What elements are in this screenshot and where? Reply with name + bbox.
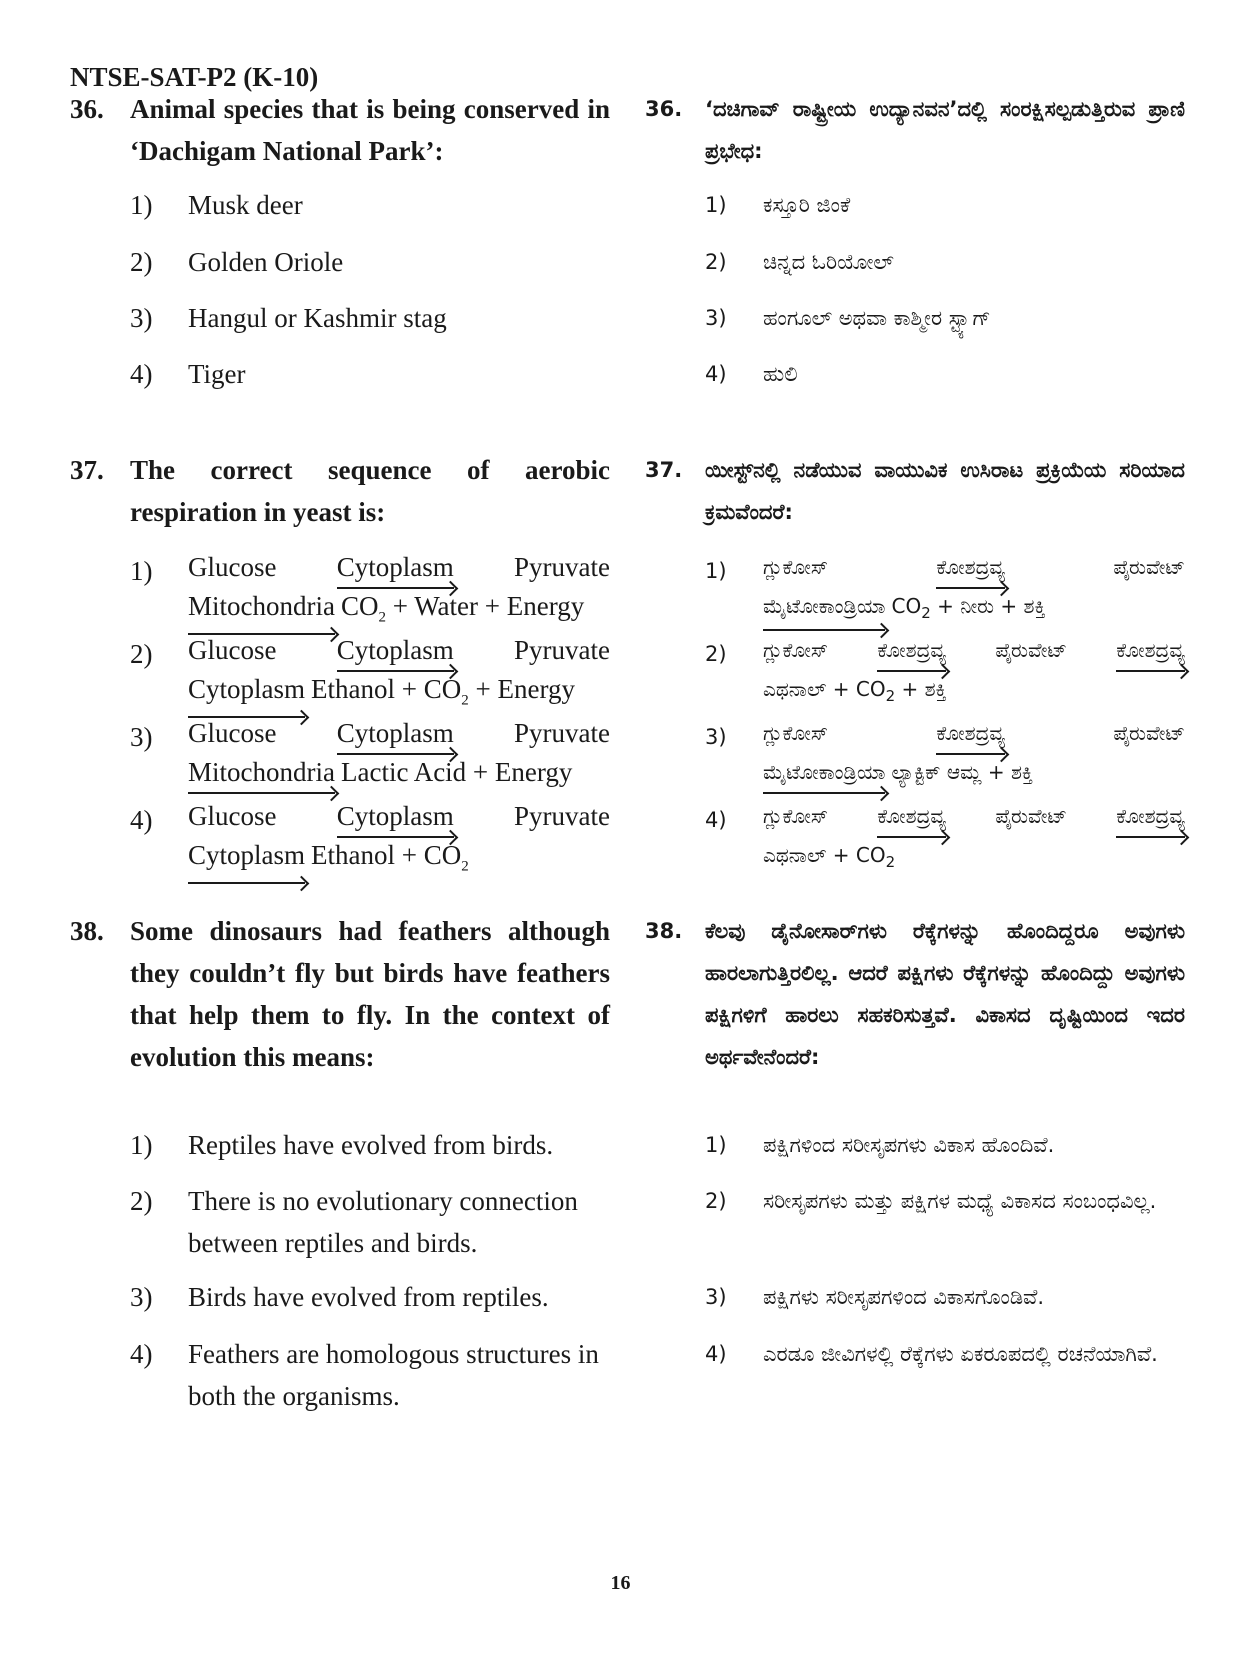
- option-item[interactable]: [130, 184, 610, 226]
- option-number: 3): [705, 725, 727, 749]
- reaction-arrow: ಕೋಶದ್ರವ್ಯ: [936, 716, 1005, 755]
- option-text: Birds have evolved from reptiles.: [188, 1282, 549, 1312]
- option-item[interactable]: [705, 1276, 1185, 1318]
- option-number: 1): [705, 1133, 727, 1157]
- option-number: 1): [705, 193, 727, 217]
- question-text: ಕೆಲವು ಡೈನೋಸಾರ್‌ಗಳು ರೆಕ್ಕೆಗಳನ್ನು ಹೊಂದಿದ್ದರೂ ಅವುಗಳು ಹಾರಲಾಗುತ್ತಿರಲಿಲ್ಲ. ಆದರೆ ಪಕ್ಷಿಗಳು ರೆಕ್ಕೆಗಳನ್ನು ಹೊಂದಿದ್ದು ಅವುಗಳು ಪಕ್ಷಿಗಳಿಗೆ ಹಾರಲು ಸಹಕರಿಸುತ್ತವೆ. ವಿಕಾಸದ ದೃಷ್ಟಿಯಿಂದ ಇದರ ಅರ್ಥವೇನೆಂದರೆ:: [705, 919, 1185, 1069]
- option-text: ಕಸ್ತೂರಿ ಜಿಂಕೆ: [763, 193, 851, 217]
- option-number: 3): [130, 722, 153, 752]
- option-number: 1): [130, 190, 153, 220]
- option-number: 4): [130, 805, 153, 835]
- product-rest: + Energy: [475, 674, 575, 704]
- option-text: ಎರಡೂ ಜೀವಿಗಳಲ್ಲಿ ರೆಕ್ಕೆಗಳು ಏಕರೂಪದಲ್ಲಿ ರಚನೆಯಾಗಿವೆ.: [763, 1342, 1158, 1366]
- option-number: 3): [130, 1282, 153, 1312]
- question-text: ಯೀಸ್ಟ್‌ನಲ್ಲಿ ನಡೆಯುವ ವಾಯುವಿಕ ಉಸಿರಾಟ ಪ್ರಕ್ರಿಯೆಯ ಸರಿಯಾದ ಕ್ರಮವೆಂದರೆ:: [705, 458, 1185, 524]
- option-number: 4): [705, 808, 727, 832]
- question-38: [70, 910, 610, 1078]
- reaction-equation: Glucose Cytoplasm Pyruvate Cytoplasm Ethanol + $CO_2$: [188, 799, 610, 884]
- option-number: 4): [130, 1339, 153, 1369]
- question-text: ‘ದಚಿಗಾವ್ ರಾಷ್ಟ್ರೀಯ ಉದ್ಯಾನವನ’ದಲ್ಲಿ ಸಂರಕ್ಷಿಸಲ್ಪಡುತ್ತಿರುವ ಪ್ರಾಣಿ ಪ್ರಭೇಧ:: [705, 97, 1185, 163]
- option-item[interactable]: [705, 184, 1185, 226]
- option-item[interactable]: [705, 353, 1185, 395]
- reaction-arrow: ಕೋಶದ್ರವ್ಯ: [877, 633, 946, 672]
- product: ಎಥನಾಲ್ + CO: [763, 677, 886, 701]
- product: ಲ್ಯಾಕ್ಟಿಕ್ ಆಮ್ಲ + ಶಕ್ತಿ: [891, 760, 1033, 784]
- option-number: 1): [130, 556, 153, 586]
- reaction-arrow: Cytoplasm: [337, 716, 454, 755]
- option-item[interactable]: [130, 1180, 610, 1264]
- reaction-arrow: Cytoplasm: [188, 838, 305, 884]
- question-37: [70, 449, 610, 533]
- intermediate: ಪೈರುವೇಟ್: [1113, 721, 1185, 745]
- option-item[interactable]: [130, 1276, 610, 1318]
- product: Ethanol + CO: [311, 674, 462, 704]
- option-text: There is no evolutionary connection between reptiles and birds.: [188, 1186, 578, 1258]
- option-number: 2): [130, 1186, 153, 1216]
- option-number: 3): [130, 303, 153, 333]
- option-number: 2): [705, 250, 727, 274]
- reaction-arrow: Cytoplasm: [337, 550, 454, 589]
- question-36: [70, 88, 610, 172]
- option-text: Reptiles have evolved from birds.: [188, 1130, 554, 1160]
- reactant: Glucose: [188, 718, 277, 748]
- intermediate: ಪೈರುವೇಟ್: [995, 638, 1067, 662]
- option-item[interactable]: [705, 1180, 1185, 1222]
- reaction-arrow: Cytoplasm: [188, 672, 305, 718]
- product-rest: + ಶಕ್ತಿ: [901, 677, 947, 701]
- option-item[interactable]: [130, 241, 610, 283]
- reaction-arrow: ಕೋಶದ್ರವ್ಯ: [1116, 633, 1185, 672]
- option-item[interactable]: [130, 799, 610, 884]
- option-item[interactable]: [705, 241, 1185, 283]
- intermediate: Pyruvate: [514, 635, 610, 665]
- paper-code-header: NTSE-SAT-P2 (K-10): [70, 62, 319, 92]
- question-number: 36.: [70, 94, 104, 124]
- product-rest: + ನೀರು + ಶಕ್ತಿ: [937, 594, 1046, 618]
- reaction-arrow: ಮೈಟೋಕಾಂಡ್ರಿಯಾ: [763, 589, 885, 631]
- intermediate: Pyruvate: [514, 801, 610, 831]
- question-36: [645, 88, 1185, 172]
- reactant: ಗ್ಲುಕೋಸ್: [763, 804, 828, 828]
- reactant: ಗ್ಲುಕೋಸ್: [763, 638, 828, 662]
- option-text: Hangul or Kashmir stag: [188, 303, 447, 333]
- reactant: Glucose: [188, 635, 277, 665]
- option-item[interactable]: [130, 353, 610, 395]
- reaction-arrow: Cytoplasm: [337, 633, 454, 672]
- option-item[interactable]: [705, 550, 1185, 631]
- option-item[interactable]: [130, 550, 610, 635]
- option-number: 4): [130, 359, 153, 389]
- reaction-arrow: ಕೋಶದ್ರವ್ಯ: [936, 550, 1005, 589]
- intermediate: ಪೈರುವೇಟ್: [995, 804, 1067, 828]
- intermediate: ಪೈರುವೇಟ್: [1113, 555, 1185, 579]
- reactant: Glucose: [188, 801, 277, 831]
- option-item[interactable]: [130, 297, 610, 339]
- option-number: 2): [705, 642, 727, 666]
- reaction-equation: Glucose Cytoplasm Pyruvate Cytoplasm Ethanol + $CO_2$ + Energy: [188, 633, 610, 718]
- option-number: 3): [705, 306, 727, 330]
- option-item[interactable]: [705, 716, 1185, 794]
- option-number: 2): [130, 247, 153, 277]
- option-number: 2): [130, 639, 153, 669]
- product: Lactic Acid + Energy: [340, 757, 573, 787]
- option-number: 1): [130, 1130, 153, 1160]
- question-number: 37.: [70, 455, 104, 485]
- option-item[interactable]: [705, 633, 1185, 714]
- option-text: Musk deer: [188, 190, 303, 220]
- reaction-arrow: Mitochondria: [188, 589, 335, 635]
- option-item[interactable]: [705, 1124, 1185, 1166]
- reaction-arrow: Mitochondria: [188, 755, 335, 794]
- option-item[interactable]: [705, 799, 1185, 880]
- reactant: ಗ್ಲುಕೋಸ್: [763, 555, 828, 579]
- option-item[interactable]: [705, 1333, 1185, 1375]
- question-text: Animal species that is being conserved in ‘Dachigam National Park’:: [130, 94, 610, 166]
- question-number: 38.: [645, 919, 683, 943]
- option-text: ಸರೀಸೃಪಗಳು ಮತ್ತು ಪಕ್ಷಿಗಳ ಮಧ್ಯೆ ವಿಕಾಸದ ಸಂಬಂಧವಿಲ್ಲ.: [763, 1189, 1157, 1213]
- product: ಎಥನಾಲ್ + CO: [763, 843, 886, 867]
- question-number: 38.: [70, 916, 104, 946]
- question-text: Some dinosaurs had feathers although they couldn’t fly but birds have feathers that help them to fly. In the context of evolution this means:: [130, 916, 610, 1072]
- reaction-equation: [763, 716, 1185, 794]
- reaction-arrow: Cytoplasm: [337, 799, 454, 838]
- option-text: Feathers are homologous structures in both the organisms.: [188, 1339, 599, 1411]
- reaction-equation: ಗ್ಲುಕೋಸ್ ಕೋಶದ್ರವ್ಯ ಪೈರುವೇಟ್ ಮೈಟೋಕಾಂಡ್ರಿಯಾ $CO_2$ + ನೀರು + ಶಕ್ತಿ: [763, 550, 1185, 631]
- option-text: ಹುಲಿ: [763, 362, 798, 386]
- option-text: Tiger: [188, 359, 246, 389]
- question-38: [645, 910, 1185, 1078]
- option-item[interactable]: [130, 1333, 610, 1417]
- question-number: 36.: [645, 97, 683, 121]
- option-number: 4): [705, 1342, 727, 1366]
- option-text: ಹಂಗೂಲ್ ಅಥವಾ ಕಾಶ್ಮೀರ ಸ್ಟ್ಯಾಗ್: [763, 306, 991, 330]
- question-text: The correct sequence of aerobic respiration in yeast is:: [130, 455, 610, 527]
- reaction-equation: Glucose Cytoplasm Pyruvate Mitochondria $CO_2$ + Water + Energy: [188, 550, 610, 635]
- option-text: ಪಕ್ಷಿಗಳು ಸರೀಸೃಪಗಳಿಂದ ವಿಕಾಸಗೊಂಡಿವೆ.: [763, 1285, 1045, 1309]
- product: Ethanol + CO: [311, 840, 462, 870]
- option-number: 4): [705, 362, 727, 386]
- reactant: ಗ್ಲುಕೋಸ್: [763, 721, 828, 745]
- reaction-equation: ಗ್ಲುಕೋಸ್ ಕೋಶದ್ರವ್ಯ ಪೈರುವೇಟ್ ಕೋಶದ್ರವ್ಯ ಎಥನಾಲ್ + $CO_2$: [763, 799, 1185, 880]
- option-number: 2): [705, 1189, 727, 1213]
- product: CO: [891, 594, 922, 618]
- option-text: ಪಕ್ಷಿಗಳಿಂದ ಸರೀಸೃಪಗಳು ವಿಕಾಸ ಹೊಂದಿವೆ.: [763, 1133, 1055, 1157]
- intermediate: Pyruvate: [514, 718, 610, 748]
- option-number: 3): [705, 1285, 727, 1309]
- option-item[interactable]: [130, 716, 610, 794]
- option-item[interactable]: [130, 633, 610, 718]
- reactant: Glucose: [188, 552, 277, 582]
- reaction-equation: ಗ್ಲುಕೋಸ್ ಕೋಶದ್ರವ್ಯ ಪೈರುವೇಟ್ ಕೋಶದ್ರವ್ಯ ಎಥನಾಲ್ + $CO_2$ + ಶಕ್ತಿ: [763, 633, 1185, 714]
- page-number: 16: [610, 1572, 631, 1594]
- option-number: 1): [705, 559, 727, 583]
- option-item[interactable]: [130, 1124, 610, 1166]
- reaction-arrow: ಕೋಶದ್ರವ್ಯ: [877, 799, 946, 838]
- option-item[interactable]: [705, 297, 1185, 339]
- option-text: Golden Oriole: [188, 247, 344, 277]
- intermediate: Pyruvate: [514, 552, 610, 582]
- product-rest: + Water + Energy: [392, 591, 585, 621]
- question-number: 37.: [645, 458, 683, 482]
- reaction-arrow: ಮೈಟೋಕಾಂಡ್ರಿಯಾ: [763, 755, 885, 794]
- reaction-equation: [188, 716, 610, 794]
- reaction-arrow: ಕೋಶದ್ರವ್ಯ: [1116, 799, 1185, 838]
- option-text: ಚಿನ್ನದ ಓರಿಯೋಲ್: [763, 250, 894, 274]
- product: CO: [340, 591, 379, 621]
- question-37: [645, 449, 1185, 533]
